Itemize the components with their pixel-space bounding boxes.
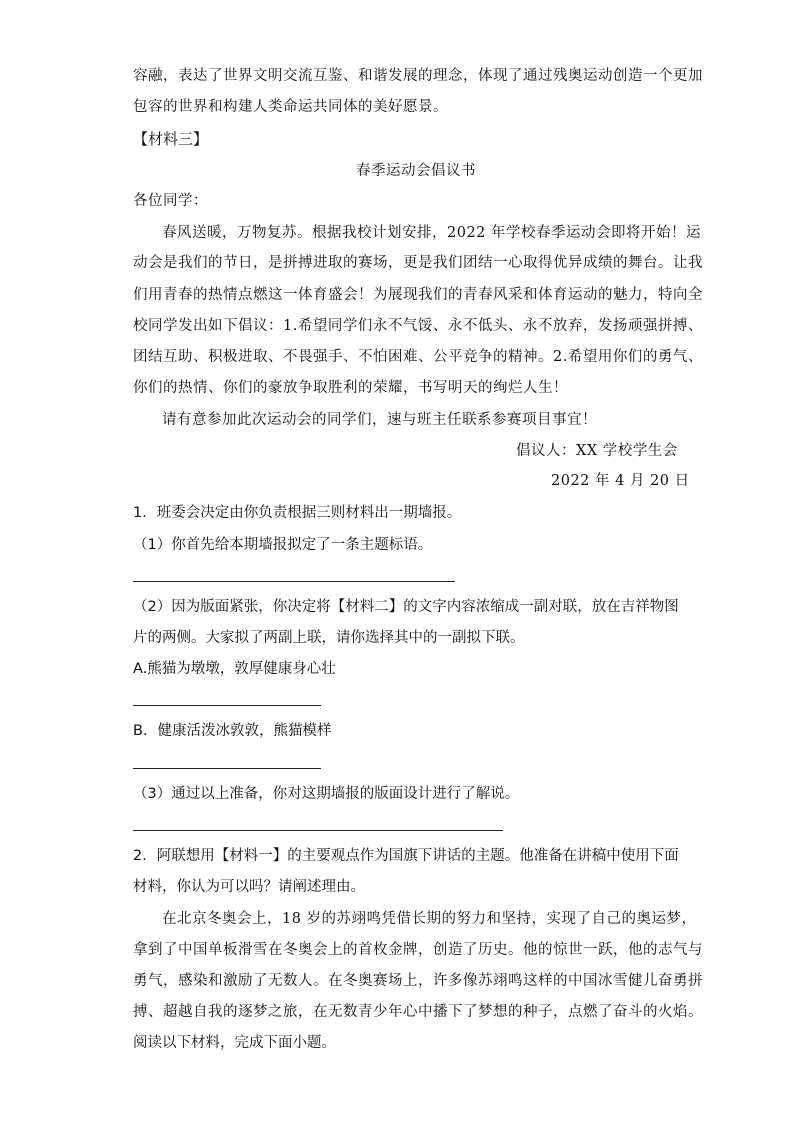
proposal-line: 动会是我们的节日，是拼搏进取的赛场，更是我们团结一心取得优异成绩的舞台。让我 <box>133 255 703 271</box>
q2-material-line: 搏、超越自我的逐梦之旅，在无数青少年心中播下了梦想的种子，点燃了奋斗的火焰。 <box>133 1004 703 1020</box>
option-b: B．健康活泼冰敦敦，熊猫模样 <box>133 723 332 739</box>
q2-material-line: 拿到了中国单板滑雪在冬奥会上的首枚金牌，创造了历史。他的惊世一跃，他的志气与 <box>133 942 703 958</box>
proposal-line: 们用青春的热情点燃这一体育盛会！为展现我们的青春风采和体育运动的魅力，特向全 <box>133 287 703 303</box>
question-1-sub2-cont: 片的两侧。大家拟了两副上联，请你选择其中的一副拟下联。 <box>133 630 525 646</box>
answer-line[interactable] <box>133 581 455 582</box>
proposal-title: 春季运动会倡议书 <box>356 163 476 179</box>
answer-line[interactable] <box>133 705 321 706</box>
proposal-line: 团结互助、积极进取、不畏强手、不怕困难、公平竞争的精神。2.希望用你们的勇气、 <box>133 349 703 365</box>
proposal-line: 校同学发出如下倡议：1.希望同学们永不气馁、永不低头、永不放弃，发扬顽强拼搏、 <box>133 318 703 334</box>
q2-material-line: 在北京冬奥会上，18 岁的苏翊鸣凭借长期的努力和坚持，实现了自己的奥运梦， <box>162 911 697 927</box>
proposal-line: 春风送暖，万物复苏。根据我校计划安排，2022 年学校春季运动会即将开始！运 <box>162 225 702 241</box>
question-2-stem-cont: 材料，你认为可以吗？请阐述理由。 <box>133 879 365 895</box>
option-a: A.熊猫为墩墩，敦厚健康身心壮 <box>133 661 336 677</box>
proposal-date: 2022 年 4 月 20 日 <box>551 473 690 489</box>
proposal-line: 你们的热情、你们的豪放争取胜利的荣耀，书写明天的绚烂人生！ <box>133 380 568 396</box>
q2-material-line: 勇气，感染和激励了无数人。在冬奥赛场上，许多像苏翊鸣这样的中国冰雪健儿奋勇拼 <box>133 973 703 989</box>
reading-instruction: 阅读以下材料，完成下面小题。 <box>133 1035 336 1051</box>
material3-heading: 【材料三】 <box>133 130 209 148</box>
question-1-sub3: （3）通过以上准备，你对这期墙报的版面设计进行了解说。 <box>133 786 520 802</box>
question-1-sub2: （2）因为版面紧张，你决定将【材料二】的文字内容浓缩成一副对联，放在吉祥物图 <box>133 599 679 615</box>
question-2-stem: 2．阿联想用【材料一】的主要观点作为国旗下讲话的主题。他准备在讲稿中使用下面 <box>133 848 679 864</box>
material2-text-line: 容融，表达了世界文明交流互鉴、和谐发展的理念，体现了通过残奥运动创造一个更加 <box>133 68 703 84</box>
material2-text-line: 包容的世界和构建人类命运共同体的美好愿景。 <box>133 99 448 115</box>
question-1-stem: 1．班委会决定由你负责根据三则材料出一期墙报。 <box>133 505 462 521</box>
question-1-sub1: （1）你首先给本期墙报拟定了一条主题标语。 <box>133 537 433 553</box>
proposal-line: 请有意参加此次运动会的同学们，速与班主任联系参赛项目事宜！ <box>162 412 597 428</box>
proposal-greeting: 各位同学： <box>133 193 208 209</box>
answer-line[interactable] <box>133 768 321 769</box>
answer-line[interactable] <box>133 830 503 831</box>
proposal-signer: 倡议人：XX 学校学生会 <box>516 443 678 459</box>
